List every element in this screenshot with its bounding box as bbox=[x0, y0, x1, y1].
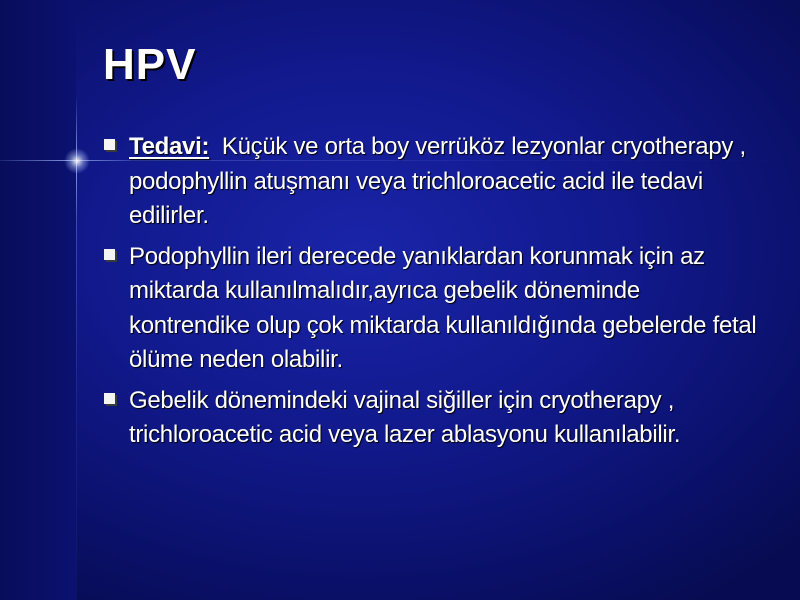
square-bullet-icon bbox=[104, 249, 115, 260]
bullet-lead-label: Tedavi: bbox=[129, 133, 210, 160]
bullet-item bbox=[104, 240, 764, 378]
slide-title: HPV bbox=[103, 40, 197, 89]
square-bullet-icon bbox=[104, 393, 115, 404]
bullet-item bbox=[104, 130, 764, 234]
bullet-item bbox=[104, 384, 764, 453]
bullet-text: Gebelik dönemindeki vajinal siğiller için cryotherapy , trichloroacetic acid veya lazer ablasyonu kullanılabilir. bbox=[129, 386, 681, 448]
bullet-body: Küçük ve orta boy verrüköz lezyonlar cryotherapy , podophyllin atuşmanı veya trichloroacetic acid ile tedavi edilirler. bbox=[129, 133, 746, 229]
sparkle-decoration bbox=[64, 148, 90, 174]
left-band-decoration bbox=[0, 0, 76, 600]
square-bullet-icon bbox=[104, 139, 115, 150]
bullet-text bbox=[129, 130, 764, 234]
bullet-list bbox=[104, 130, 764, 459]
bullet-text: Podophyllin ileri derecede yanıklardan korunmak için az miktarda kullanılmalıdır,ayrıca gebelik döneminde kontrendike olup çok miktarda kullanıldığında gebelerde fetal ölüme neden olabilir. bbox=[129, 242, 757, 373]
